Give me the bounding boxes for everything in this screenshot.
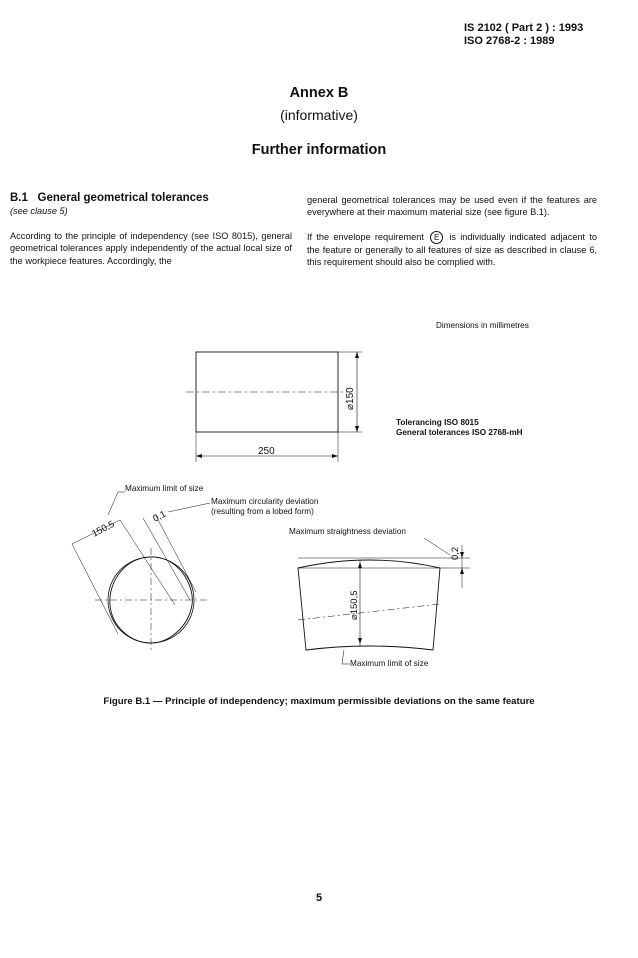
tolerancing-line-2: General tolerances ISO 2768-mH [396,428,523,437]
paragraph-max-material: general geometrical tolerances may be used even if the features are everywhere at their maximum material size (see figure B.1). [307,195,597,218]
envelope-requirement-icon: E [430,231,443,244]
section-number: B.1 [10,192,28,204]
bent-bar-outline [298,560,440,650]
section-see-reference: (see clause 5) [10,206,68,217]
section-title: General geometrical tolerances [37,192,209,204]
standard-iso-number: ISO 2768-2 : 1989 [464,35,555,47]
paragraph-independency: According to the principle of independency (see ISO 8015), general geometrical tolerances apply independently of the actual local size of the workpiece features. Accordingly, the [10,230,292,266]
envelope-text-b: is individually indicated adjacent to the feature or generally to all features of size as described in clause 6, this requirement should also be complied with. [307,231,597,268]
dimension-diameter-150: ⌀150 [345,387,356,410]
label-max-limit-of-size: Maximum limit of size [125,484,204,493]
tolerancing-note [396,418,523,438]
label-max-limit-of-size-2: Maximum limit of size [350,659,429,668]
annex-title: Annex B [289,85,349,101]
dimension-150-5: 150,5 [90,518,117,540]
dimensions-note: Dimensions in millimetres [436,321,529,330]
annex-heading: Further information [251,142,387,158]
dimension-0-2: 0,2 [450,546,461,560]
page-number: 5 [315,892,323,904]
label-straightness: Maximum straightness deviation [289,527,406,536]
standard-is-number: IS 2102 ( Part 2 ) : 1993 [464,22,584,34]
annex-subtitle: (informative) [280,107,358,123]
figure-caption: Figure B.1 — Principle of independency; maximum permissible deviations on the same feature [103,696,535,707]
dimension-250: 250 [258,446,275,457]
tolerancing-line-1: Tolerancing ISO 8015 [396,418,479,427]
label-circularity-line-2: (resulting from a lobed form) [211,507,314,516]
dimension-diameter-150-5: ⌀150,5 [349,590,360,620]
envelope-text-a: If the envelope requirement [307,231,424,242]
dimension-0-1: 0,1 [151,508,169,525]
label-circularity-line-1: Maximum circularity deviation [211,497,319,506]
label-circularity [211,497,318,517]
